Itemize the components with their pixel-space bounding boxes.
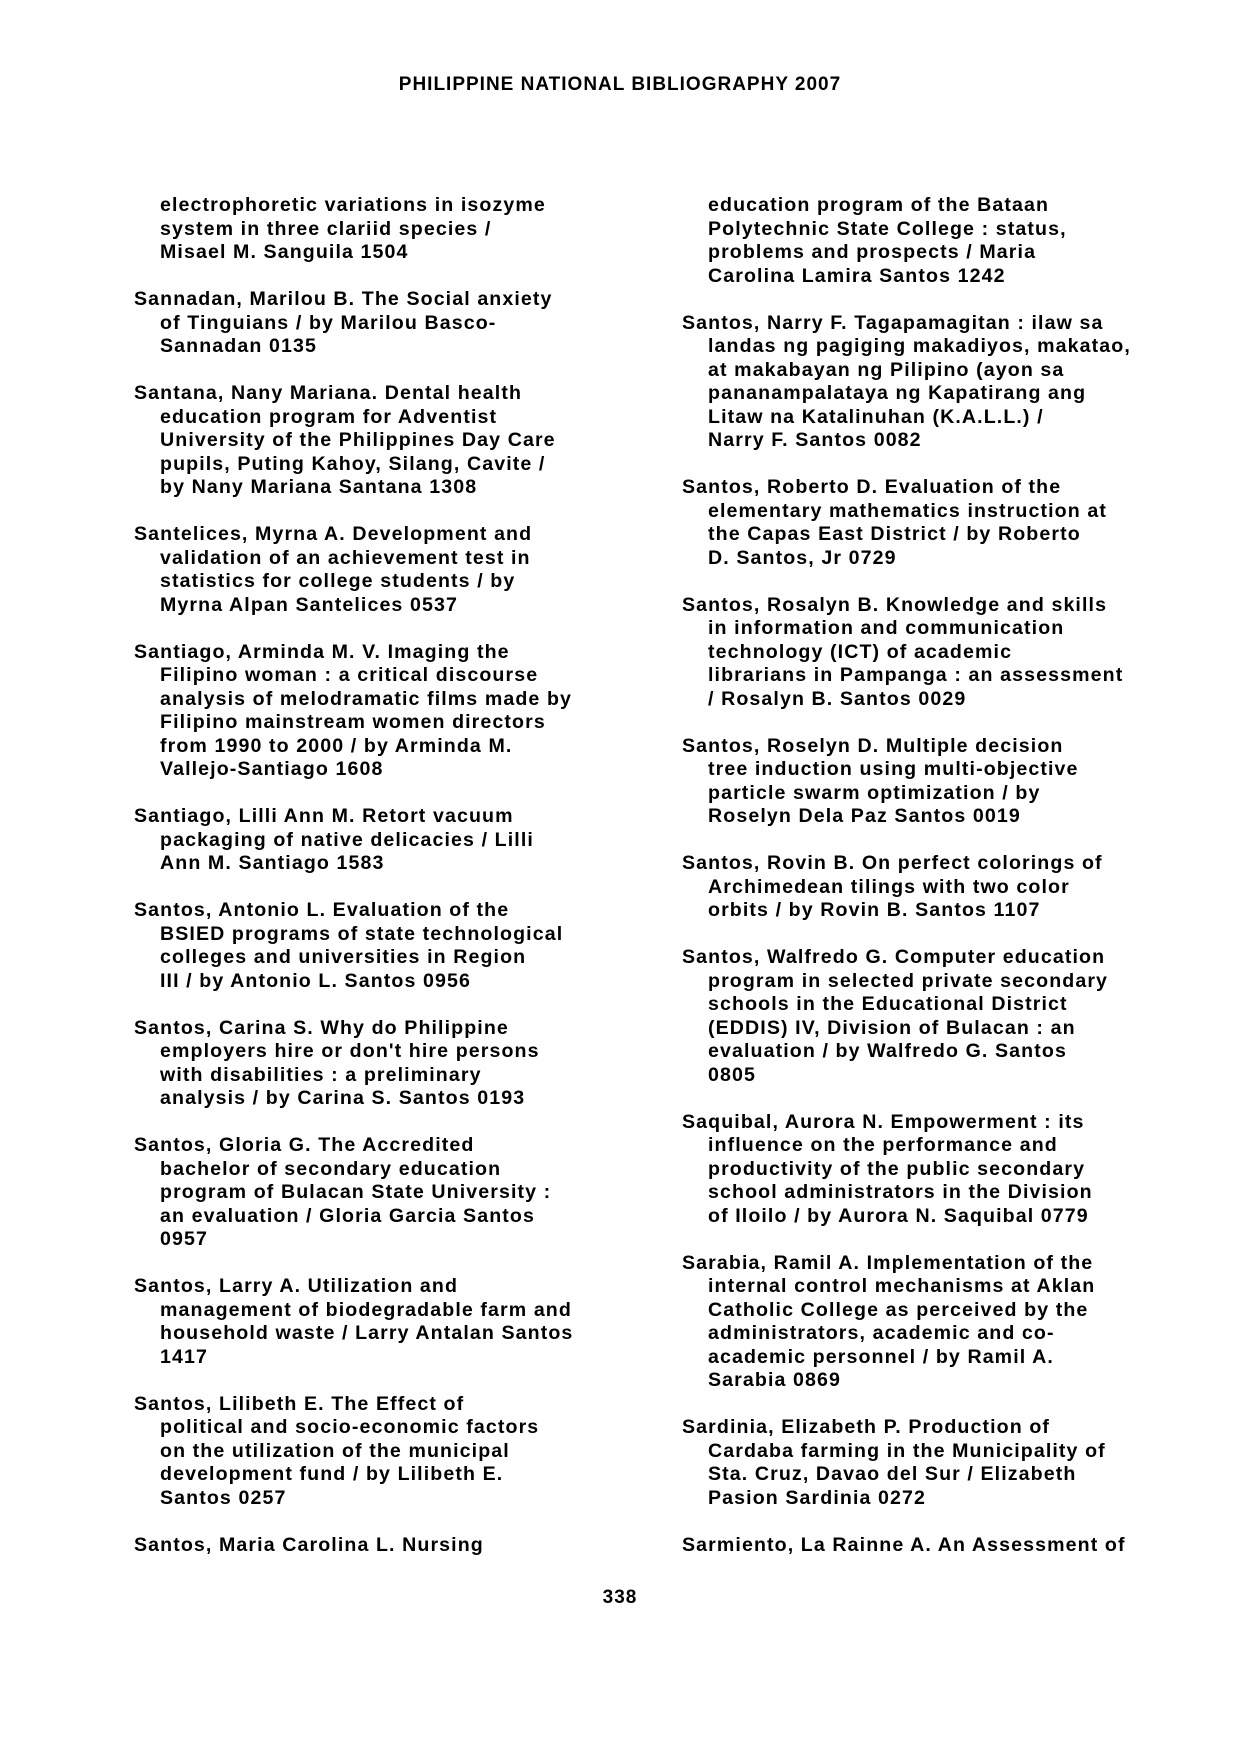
bibliography-entry: Santos, Larry A. Utilization and management of biodegradable farm and household waste / Larry Antalan Santos 1417 (134, 1275, 574, 1368)
page-header: PHILIPPINE NATIONAL BIBLIOGRAPHY 2007 (398, 74, 842, 95)
bibliography-entry: Sarabia, Ramil A. Implementation of the internal control mechanisms at Aklan Catholic College as perceived by the administrators, academic and co- academic personnel / by Ramil A. Sarabia 0869 (682, 1251, 1096, 1391)
bibliography-entry: Santos, Gloria G. The Accredited bachelor of secondary education program of Bulacan State University : an evaluation / Gloria Garcia Santos 0957 (134, 1134, 552, 1250)
bibliography-entry: Santelices, Myrna A. Development and validation of an achievement test in statistics for college students / by Myrna Alpan Santelices 0537 (134, 523, 533, 616)
bibliography-entry: Santos, Rovin B. On perfect colorings of Archimedean tilings with two color orbits / by Rovin B. Santos 1107 (682, 852, 1103, 921)
bibliography-entry: Sardinia, Elizabeth P. Production of Cardaba farming in the Municipality of Sta. Cruz, Davao del Sur / Elizabeth Pasion Sardinia 0272 (682, 1416, 1106, 1509)
left-column (134, 194, 654, 1581)
bibliography-entry: Santos, Roberto D. Evaluation of the elementary mathematics instruction at the Capas East District / by Roberto D. Santos, Jr 0729 (682, 476, 1107, 569)
bibliography-entry: Santos, Antonio L. Evaluation of the BSIED programs of state technological colleges and universities in Region III / by Antonio L. Santos 0956 (134, 899, 564, 992)
bibliography-entry: Santos, Carina S. Why do Philippine employers hire or don't hire persons with disabilities : a preliminary analysis / by Carina S. Santos 0193 (134, 1016, 540, 1109)
bibliography-entry: Santiago, Lilli Ann M. Retort vacuum packaging of native delicacies / Lilli Ann M. Santiago 1583 (134, 805, 534, 874)
bibliography-entry: Sannadan, Marilou B. The Social anxiety of Tinguians / by Marilou Basco- Sannadan 0135 (134, 288, 553, 357)
bibliography-entry: Santana, Nany Mariana. Dental health education program for Adventist University of the Philippines Day Care pupils, Puting Kahoy, Silang, Cavite / by Nany Mariana Santana 1308 (134, 382, 556, 498)
bibliography-entry: Santos, Rosalyn B. Knowledge and skills in information and communication technology (ICT) of academic librarians in Pampanga : an assessment / Rosalyn B. Santos 0029 (682, 593, 1124, 710)
bibliography-entry: Saquibal, Aurora N. Empowerment : its influence on the performance and productivity of the public secondary school administrators in the Division of Iloilo / by Aurora N. Saquibal 0779 (682, 1110, 1093, 1227)
bibliography-entry: Santos, Walfredo G. Computer education program in selected private secondary schools in the Educational District (EDDIS) IV, Division of Bulacan : an evaluation / by Walfredo G. Santos 0805 (682, 946, 1109, 1086)
bibliography-entry: education program of the Bataan Polytechnic State College : status, problems and prospects / Maria Carolina Lamira Santos 1242 (708, 194, 1067, 287)
bibliography-entry: Santos, Roselyn D. Multiple decision tree induction using multi-objective particle swarm optimization / by Roselyn Dela Paz Santos 0019 (682, 734, 1079, 827)
right-column (682, 194, 1202, 1581)
bibliography-entry: Santos, Narry F. Tagapamagitan : ilaw sa landas ng pagiging makadiyos, makatao, at makabayan ng Pilipino (ayon sa pananampalataya ng Kapatirang ang Litaw na Katalinuhan (K.A.L.L.) / Narry F. Santos 0082 (682, 311, 1131, 451)
page-number: 338 (602, 1587, 638, 1608)
bibliography-entry: Sarmiento, La Rainne A. An Assessment of (682, 1533, 1126, 1556)
bibliography-entry: Santos, Lilibeth E. The Effect of political and socio-economic factors on the utilization of the municipal development fund / by Lilibeth E. Santos 0257 (134, 1392, 540, 1509)
bibliography-entry: Santos, Maria Carolina L. Nursing (134, 1533, 484, 1556)
bibliography-entry: Santiago, Arminda M. V. Imaging the Filipino woman : a critical discourse analysis of melodramatic films made by Filipino mainstream women directors from 1990 to 2000 / by Arminda M. Vallejo-Santiago 1608 (134, 640, 573, 780)
bibliography-entry: electrophoretic variations in isozyme system in three clariid species / Misael M. Sanguila 1504 (160, 194, 546, 263)
